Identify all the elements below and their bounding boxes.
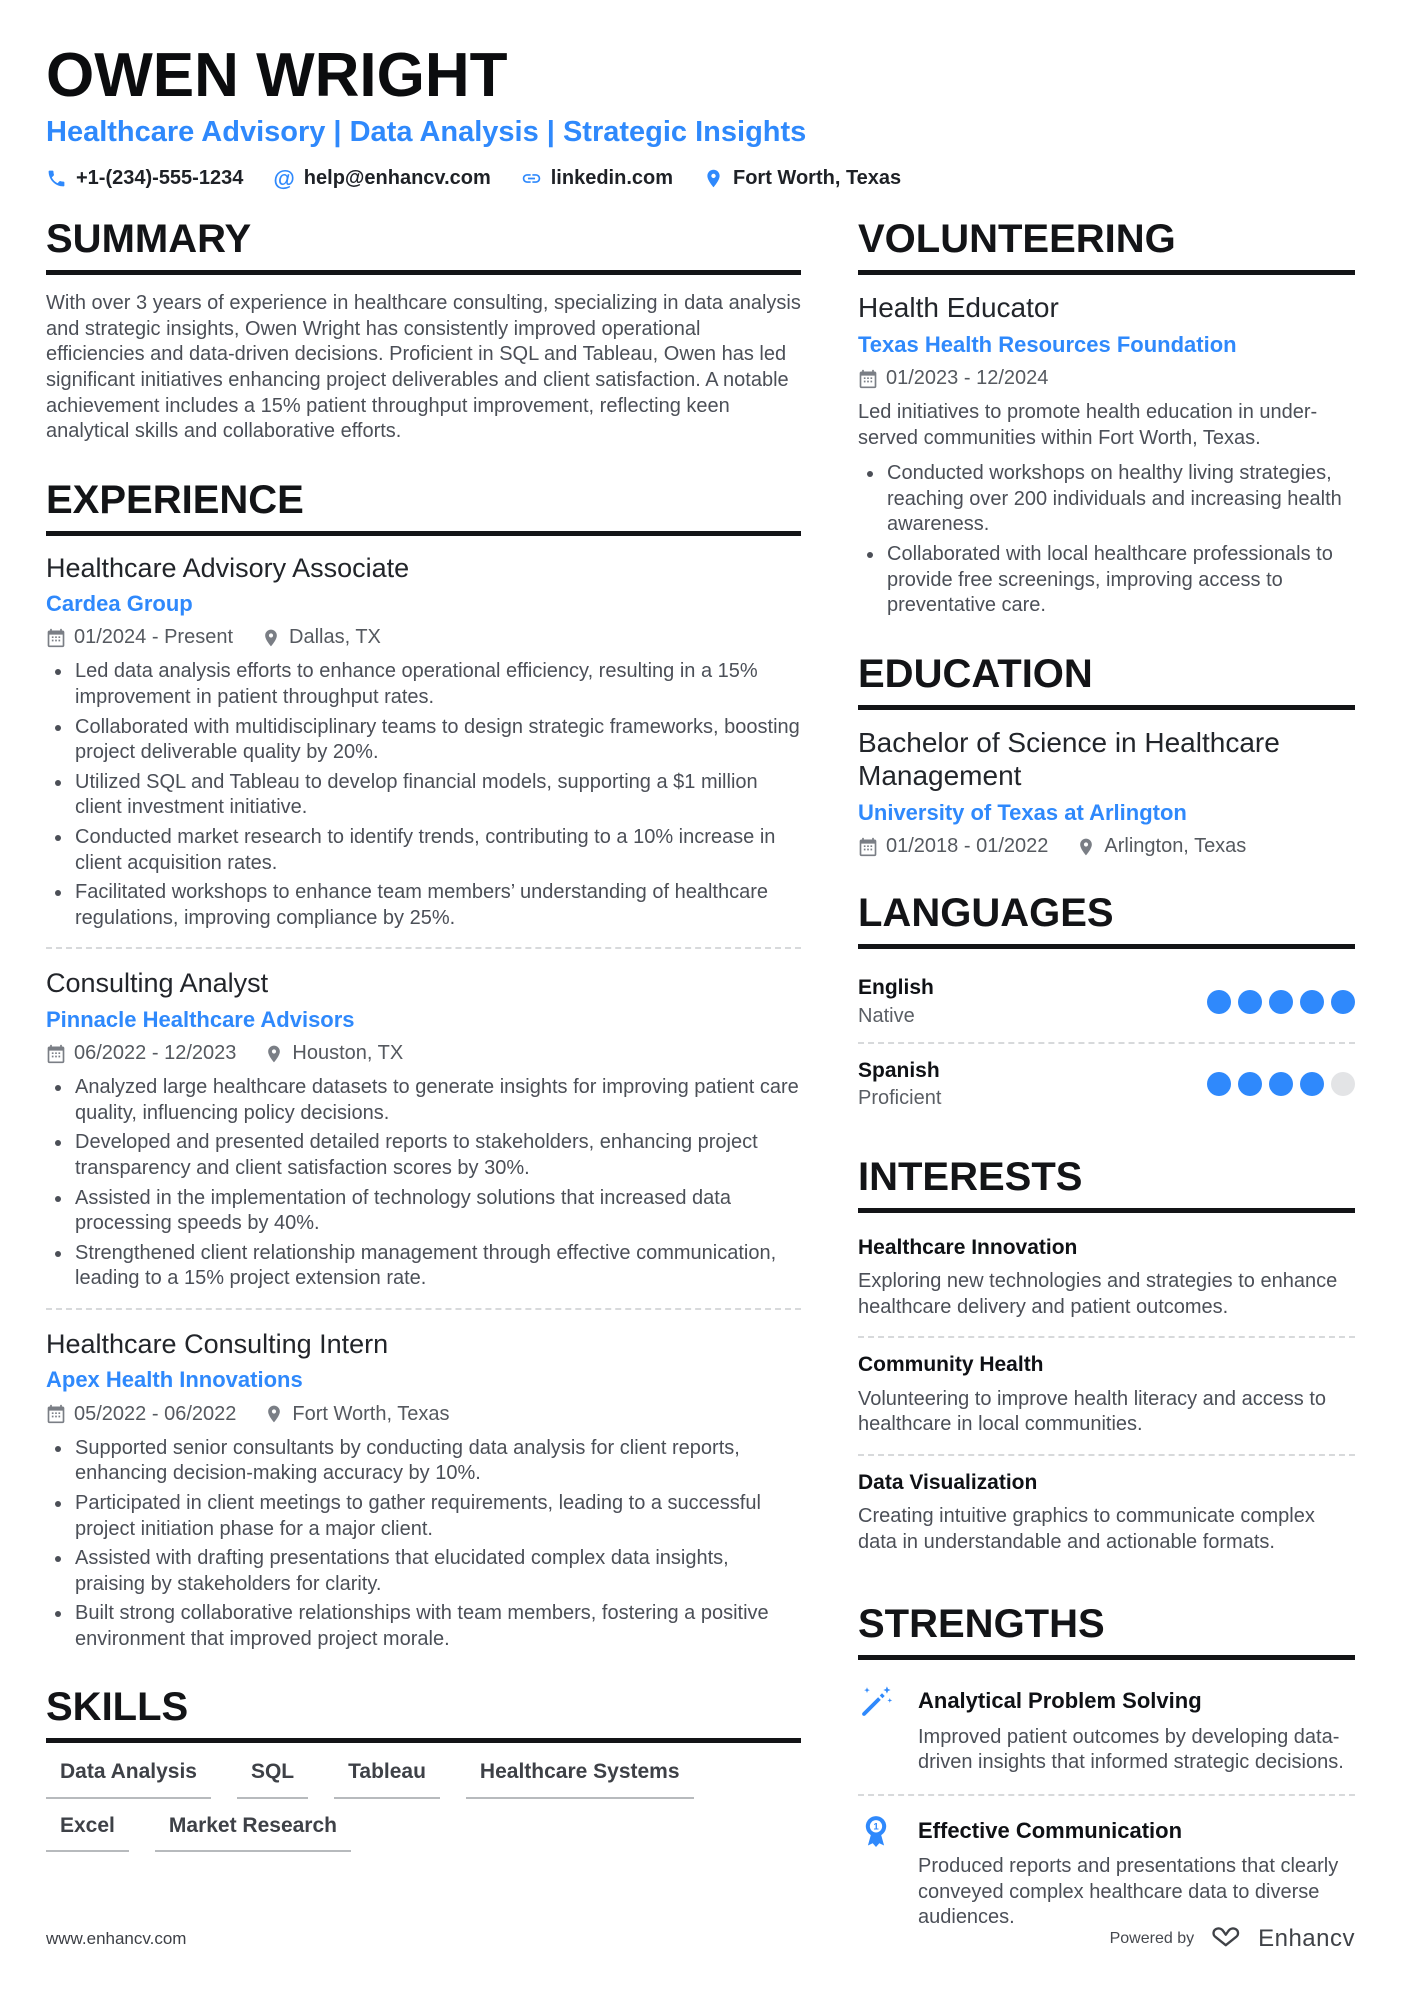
phone-contact[interactable] [46, 167, 243, 190]
strength-description: Produced reports and presentations that clearly conveyed complex healthcare data to diverse audiences. [918, 1855, 1339, 1929]
bullet: • Supported senior consultants by conducting data analysis for client reports, enhancing decision-making accuracy by 10%. [73, 1436, 801, 1487]
interests-section [858, 1156, 1355, 1569]
job-bullets [46, 1075, 801, 1292]
bullet: • Collaborated with local healthcare professionals to provide free screenings, improving access to preventative care. [885, 542, 1355, 619]
bullet: • Conducted workshops on healthy living strategies, reaching over 200 individuals and increasing health awareness. [885, 461, 1355, 538]
skill-tag: Tableau [334, 1759, 440, 1798]
divider [46, 1308, 801, 1310]
education-section [858, 653, 1355, 859]
language-level: Native [858, 1004, 915, 1027]
strength-description: Improved patient outcomes by developing data-driven insights that informed strategic decisions. [918, 1725, 1344, 1774]
skill-tag: SQL [237, 1759, 308, 1798]
divider [858, 1042, 1355, 1044]
email-text: help@enhancv.com [303, 167, 491, 190]
skill-tag: Excel [46, 1813, 129, 1852]
rating-dot-filled [1238, 990, 1262, 1014]
rating-dot-filled [1269, 1072, 1293, 1096]
headline: Healthcare Advisory | Data Analysis | Strategic Insights [46, 116, 807, 149]
rating-dot-filled [1331, 990, 1355, 1014]
school-link[interactable]: University of Texas at Arlington [858, 800, 1187, 826]
experience-section [46, 479, 801, 1653]
job-dates: 06/2022 - 12/2023 [46, 1042, 236, 1065]
rating-dot-filled [1269, 990, 1293, 1014]
bullet: • Assisted in the implementation of technology solutions that increased data processing speeds by 40%. [73, 1186, 801, 1237]
job-role: Healthcare Advisory Associate [46, 552, 410, 583]
rating-dot-filled [1238, 1072, 1262, 1096]
language-name: English [858, 976, 934, 1000]
powered-by [1110, 1923, 1355, 1955]
interest-item [858, 1229, 1355, 1334]
experience-title: EXPERIENCE [46, 479, 801, 536]
location-icon [1076, 837, 1096, 857]
job-company-link[interactable]: Cardea Group [46, 591, 193, 617]
skill-tag: Data Analysis [46, 1759, 211, 1798]
interest-item [858, 1464, 1355, 1569]
page-footer [46, 1923, 1355, 1955]
resume-header [46, 41, 1355, 191]
strengths-title: STRENGTHS [858, 1603, 1355, 1660]
calendar-icon [46, 1044, 66, 1064]
volunteering-section [858, 218, 1355, 619]
email-icon: @ [273, 165, 295, 191]
summary-section [46, 218, 801, 445]
link-icon [521, 168, 542, 189]
bullet: • Strengthened client relationship management through effective communication, leading to a 15% project extension rate. [73, 1241, 801, 1292]
volunteering-title: VOLUNTEERING [858, 218, 1355, 275]
interests-title: INTERESTS [858, 1156, 1355, 1213]
right-column [858, 218, 1355, 1945]
education-dates: 01/2018 - 01/2022 [858, 835, 1048, 858]
divider [858, 1794, 1355, 1796]
education-location: Arlington, Texas [1076, 835, 1246, 858]
rating-dot-filled [1300, 1072, 1324, 1096]
interest-name: Community Health [858, 1353, 1044, 1377]
location-contact [703, 167, 901, 190]
magic-wand-icon [858, 1684, 894, 1776]
job-location: Fort Worth, Texas [264, 1403, 449, 1426]
interest-description: Volunteering to improve health literacy and access to healthcare in local communities. [858, 1387, 1327, 1436]
bullet: • Developed and presented detailed reports to stakeholders, enhancing project transparency and client satisfaction scores by 30%. [73, 1130, 801, 1181]
location-text: Fort Worth, Texas [733, 167, 902, 190]
divider [46, 947, 801, 949]
bullet: • Utilized SQL and Tableau to develop financial models, supporting a $1 million client investment initiative. [73, 770, 801, 821]
volunteer-role: Health Educator [858, 292, 1059, 324]
summary-title: SUMMARY [46, 218, 801, 275]
svg-text:1: 1 [873, 1821, 879, 1833]
skill-row [46, 1813, 801, 1852]
bullet: • Collaborated with multidisciplinary teams to design strategic frameworks, boosting project deliverable quality by 20%. [73, 715, 801, 766]
strength-item [858, 1676, 1355, 1790]
language-level: Proficient [858, 1086, 942, 1109]
enhancv-site-link[interactable]: www.enhancv.com [46, 1929, 187, 1948]
language-name: Spanish [858, 1058, 940, 1082]
job-company-link[interactable]: Pinnacle Healthcare Advisors [46, 1006, 355, 1032]
interest-description: Exploring new technologies and strategies to enhance healthcare delivery and patient outcomes. [858, 1270, 1338, 1318]
calendar-icon [46, 1404, 66, 1424]
education-title: EDUCATION [858, 653, 1355, 710]
job-role: Healthcare Consulting Intern [46, 1328, 389, 1359]
language-rating [1207, 1072, 1355, 1096]
enhancv-brand: Enhancv [1258, 1925, 1355, 1952]
contact-row [46, 167, 1355, 190]
bullet: • Participated in client meetings to gather requirements, leading to a successful project initiation phase for a major client. [73, 1491, 801, 1542]
calendar-icon [858, 837, 878, 857]
calendar-icon [46, 628, 66, 648]
calendar-icon [858, 369, 878, 389]
bullet: • Analyzed large healthcare datasets to generate insights for improving patient care quality, influencing policy decisions. [73, 1075, 801, 1126]
powered-by-label: Powered by [1109, 1930, 1195, 1947]
job-dates: 05/2022 - 06/2022 [46, 1403, 236, 1426]
job-location: Houston, TX [264, 1042, 403, 1065]
languages-section [858, 892, 1355, 1122]
interest-item [858, 1346, 1355, 1451]
person-name: OWEN WRIGHT [46, 41, 508, 110]
strength-name: Analytical Problem Solving [918, 1688, 1202, 1714]
summary-text: With over 3 years of experience in healthcare consulting, specializing in data analysis and strategic insights, Owen Wright has consistently improved operational efficiencies and data-driven decisions. Proficient in SQL and Tableau, Owen has led significant initiatives enhancing project deliverables and client satisfaction. A notable achievement includes a 15% patient throughput improvement, reflecting keen analytical skills and collaborative efforts. [46, 292, 801, 443]
skill-tag: Healthcare Systems [466, 1759, 694, 1798]
location-icon [264, 1044, 284, 1064]
degree: Bachelor of Science in Healthcare Management [858, 726, 1280, 792]
job-entry [46, 967, 801, 1292]
bullet: • Built strong collaborative relationships with team members, fostering a positive environment that improved project morale. [73, 1601, 801, 1652]
skills-title: SKILLS [46, 1686, 801, 1743]
rating-dot-filled [1207, 1072, 1231, 1096]
phone-text: +1-(234)-555-1234 [76, 167, 244, 190]
volunteer-org-link[interactable]: Texas Health Resources Foundation [858, 331, 1237, 357]
bullet: • Led data analysis efforts to enhance operational efficiency, resulting in a 15% improvement in patient throughput rates. [73, 659, 801, 710]
phone-icon [46, 168, 67, 189]
linkedin-contact[interactable] [521, 167, 673, 190]
enhancv-logo-icon [1206, 1923, 1246, 1955]
bullet: • Assisted with drafting presentations that elucidated complex data insights, praising by stakeholders for clarity. [73, 1546, 801, 1597]
job-dates: 01/2024 - Present [46, 626, 233, 649]
job-entry [46, 552, 801, 932]
linkedin-text: linkedin.com [550, 167, 673, 190]
language-row [858, 965, 1355, 1039]
email-contact[interactable] [273, 167, 490, 190]
volunteer-description: Led initiatives to promote health education in under-served communities within Fort Worth, Texas. [858, 401, 1318, 449]
location-icon [703, 168, 724, 189]
rating-dot-filled [1207, 990, 1231, 1014]
job-bullets [46, 1436, 801, 1653]
job-company-link[interactable]: Apex Health Innovations [46, 1367, 303, 1393]
skill-tag: Market Research [155, 1813, 351, 1852]
location-icon [261, 628, 281, 648]
divider [858, 1336, 1355, 1338]
interest-name: Healthcare Innovation [858, 1235, 1078, 1259]
strengths-section [858, 1603, 1355, 1945]
location-icon [264, 1404, 284, 1424]
divider [858, 1454, 1355, 1456]
strength-name: Effective Communication [918, 1817, 1183, 1843]
job-entry [46, 1328, 801, 1653]
bullet: • Facilitated workshops to enhance team members’ understanding of healthcare regulations, improving compliance by 25%. [73, 880, 801, 931]
rating-dot-empty [1331, 1072, 1355, 1096]
volunteer-dates: 01/2023 - 12/2024 [858, 367, 1048, 390]
skill-row [46, 1759, 801, 1798]
left-column [46, 218, 801, 1945]
language-row [858, 1048, 1355, 1122]
skills-section [46, 1686, 801, 1851]
interest-description: Creating intuitive graphics to communicate complex data in understandable and actionable formats. [858, 1505, 1315, 1553]
job-location: Dallas, TX [261, 626, 381, 649]
languages-title: LANGUAGES [858, 892, 1355, 949]
volunteer-bullets [858, 461, 1355, 619]
rating-dot-filled [1300, 990, 1324, 1014]
bullet: • Conducted market research to identify trends, contributing to a 10% increase in client acquisition rates. [73, 825, 801, 876]
interest-name: Data Visualization [858, 1470, 1038, 1494]
job-bullets [46, 659, 801, 931]
medal-icon [858, 1814, 894, 1931]
language-rating [1207, 990, 1355, 1014]
job-role: Consulting Analyst [46, 968, 269, 999]
